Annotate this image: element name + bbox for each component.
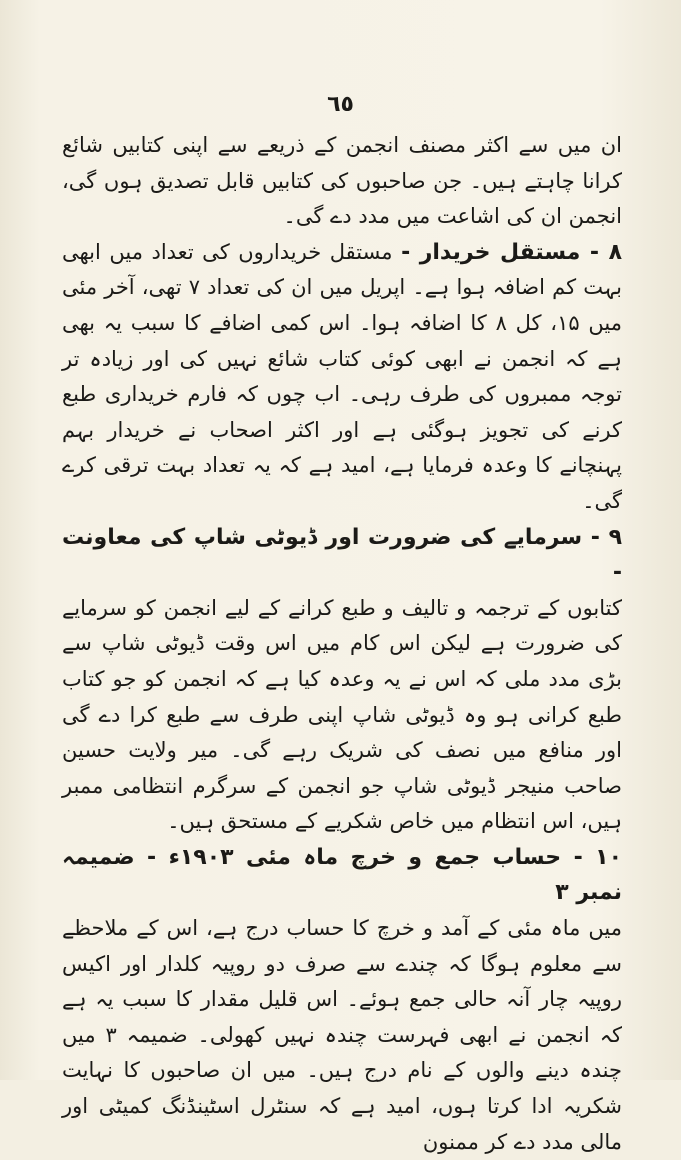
paragraph-authors: ان میں سے اکثر مصنف انجمن کے ذریعے سے اپنی کتابیں شائع کرانا چاہتے ہیں۔ جن صاحبوں کی کتابیں قابل تصدیق ہوں گی، انجمن ان کی اشاعت میں مدد دے گی۔ <box>62 133 622 229</box>
section-9-heading: ۹ - سرمایے کی ضرورت اور ڈیوٹی شاپ کی معاونت - <box>62 524 622 586</box>
section-10-heading: ۱۰ - حساب جمع و خرچ ماہ مئی ۱۹۰۳ء - ضمیمہ نمبر ۳ <box>62 844 622 906</box>
page-body <box>62 128 622 1160</box>
section-9-body: کتابوں کے ترجمہ و تالیف و طبع کرانے کے لیے انجمن کو سرمایے کی ضرورت ہے لیکن اس کام میں اس وقت ڈیوٹی شاپ سے بڑی مدد ملی کہ اس نے یہ وعدہ کیا ہے کہ انجمن کو جو کتاب طبع کرانی ہو وہ ڈیوٹی شاپ اپنی طرف سے طبع کرا دے گی اور منافع میں نصف کی شریک رہے گی۔ میر ولایت حسین صاحب منیجر ڈیوٹی شاپ جو انجمن کے سرگرم انتظامی ممبر ہیں، اس انتظام میں خاص شکریے کے مستحق ہیں۔ <box>62 595 622 834</box>
section-8 <box>62 235 622 520</box>
section-8-heading: ۸ - مستقل خریدار - <box>401 239 622 265</box>
page-number: ٦٥ <box>327 92 354 117</box>
section-8-lead-in: مستقل خریداروں کی تعداد میں ابھی <box>62 239 393 264</box>
section-8-body: بہت کم اضافہ ہوا ہے۔ اپریل میں ان کی تعداد ۷ تھی، آخر مئی میں ۱۵، کل ۸ کا اضافہ ہوا۔ اس کمی اضافے کا سبب یہ بھی ہے کہ انجمن نے ابھی کوئی کتاب شائع نہیں کی اور زیادہ تر توجہ ممبروں کی طرف رہی۔ اب چوں کہ فارم خریداری طبع کرنے کی تجویز ہوگئی ہے اور اکثر اصحاب نے خریدار بہم پہنچانے کا وعدہ فرمایا ہے، امید ہے کہ یہ تعداد بہت ترقی کرے گی۔ <box>62 275 623 513</box>
section-10-body: میں ماہ مئی کے آمد و خرچ کا حساب درج ہے، اس کے ملاحظے سے معلوم ہوگا کہ چندے سے صرف دو روپیہ کلدار اور اکیس روپیہ چار آنہ حالی جمع ہوئے۔ اس قلیل مقدار کا سبب یہ ہے کہ انجمن نے ابھی فہرست چندہ نہیں کھولی۔ ضمیمہ ۳ میں چندہ دینے والوں کے نام درج ہیں۔ میں ان صاحبوں کا نہایت شکریہ ادا کرتا ہوں، امید ہے کہ سنٹرل اسٹینڈنگ کمیٹی اور مالی مدد دے کر ممنون <box>62 916 622 1154</box>
